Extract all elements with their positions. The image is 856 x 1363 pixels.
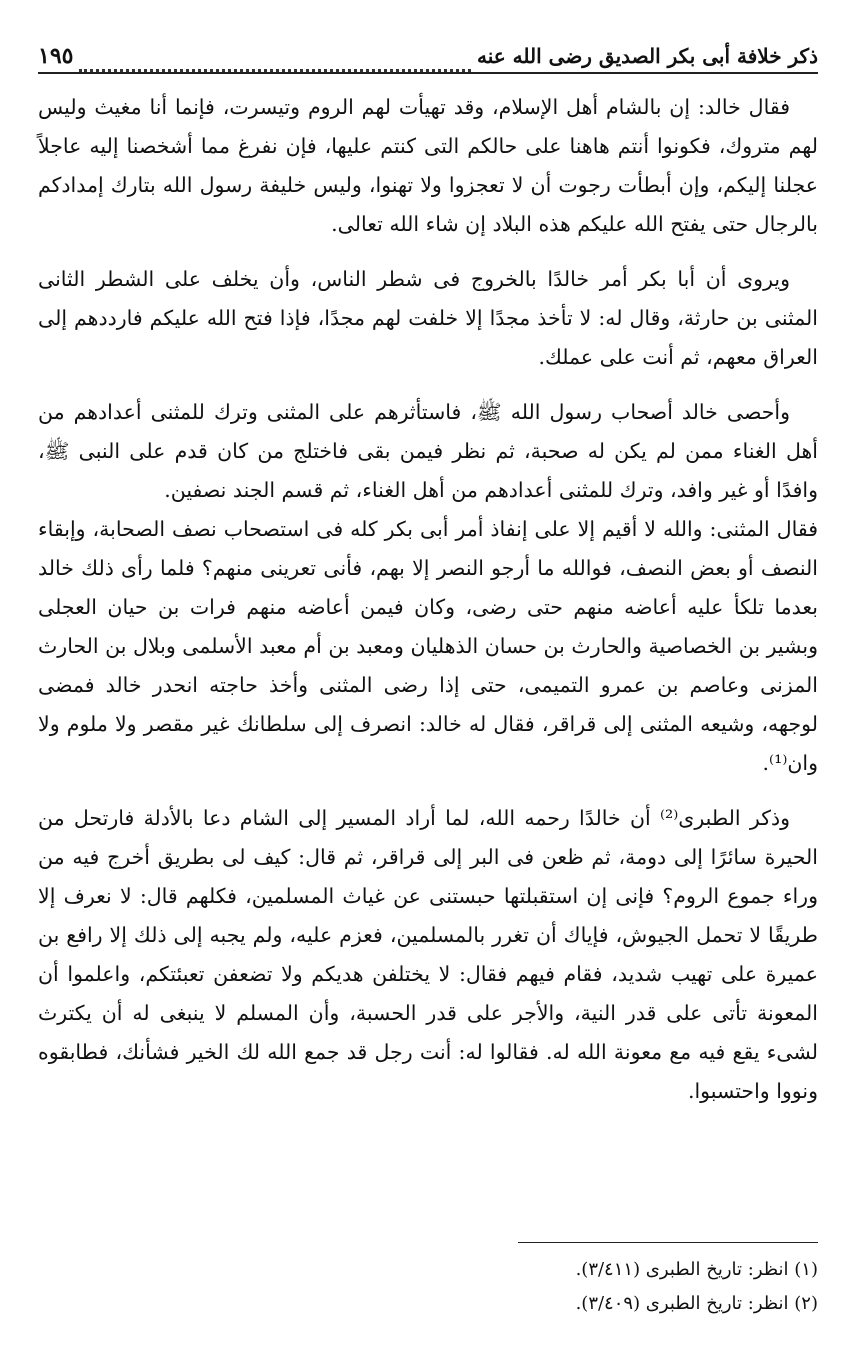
page-number: ١٩٥ [38,43,74,69]
paragraph: وأحصى خالد أصحاب رسول الله ﷺ، فاستأثرهم على المثنى وترك للمثنى أعدادهم من أهل الغناء ممن لم يكن له صحبة، ثم نظر فيمن بقى فاختلج من كان قدم على النبى ﷺ، وافدًا أو غير وافد، وترك للمثنى أعدادهم من أهل الغناء، ثم قسم الجند نصفين. [38,400,818,502]
paragraph: فقال المثنى: والله لا أقيم إلا على إنفاذ أمر أبى بكر كله فى استصحاب نصف الصحابة، وإبقاء النصف أو بعض النصف، فوالله ما أرجو النصر إلا بهم، فأنى تعرينى منهم؟ فلما رأى ذلك خالد بعدما تلكأ عليه أعاضه منهم حتى رضى، وكان فيمن أعاضه منهم فرات بن حيان العجلى وبشير بن الخصاصية والحارث بن حسان الذهليان ومعبد بن أم معبد الأسلمى وبلال بن الحارث المزنى وعاصم بن عمرو التميمى، حتى إذا رضى المثنى وأخذ حاجته انحدر خالد فمضى لوجهه، وشيعه المثنى إلى قراقر، فقال له خالد: انصرف إلى سلطانك غير مقصر ولا ملوم ولا وان⁽¹⁾. [38,517,818,775]
paragraph: وذكر الطبرى⁽²⁾ أن خالدًا رحمه الله، لما أراد المسير إلى الشام دعا بالأدلة فارتحل من الحيرة سائرًا إلى دومة، ثم ظعن فى البر إلى قراقر، ثم قال: كيف لى بطريق أخرج فيه من وراء جموع الروم؟ فإنى إن استقبلتها حبستنى عن غياث المسلمين، فكلهم قال: لا نعرف إلا طريقًا لا تحمل الجيوش، فإياك أن تغرر بالمسلمين، فعزم عليه، ولم يجبه إلى ذلك إلا رافع بن عميرة على تهيب شديد، فقام فيهم فقال: لا يختلفن هديكم ولا تضعفن تعبئتكم، واعلموا أن المعونة تأتى على قدر النية، والأجر على قدر الحسبة، وأن المسلم لا ينبغى له أن يكترث لشىء يقع فيه مع معونة الله له. فقالوا له: أنت رجل قد جمع الله لك الخير فشأنك، فطابقوه ونووا واحتسبوا. [38,806,818,1103]
footnote: (٢) انظر: تاريخ الطبرى (٣/٤٠٩). [575,1293,818,1314]
paragraph: فقال خالد: إن بالشام أهل الإسلام، وقد تهيأت لهم الروم وتيسرت، فإنما أنا مغيث وليس لهم متروك، فكونوا أنتم هاهنا على حالكم التى كنتم عليها، فإن نفرغ مما أشخصنا إليه عاجلاً عجلنا إليكم، وإن أبطأت رجوت أن لا تعجزوا ولا تهنوا، وليس خليفة رسول الله بتارك إمدادكم بالرجال حتى يفتح الله عليكم هذه البلاد إن شاء الله تعالى. [38,95,818,236]
footnote-separator [518,1242,818,1243]
page-body [38,88,818,1111]
footnotes [38,1242,818,1321]
paragraph: ويروى أن أبا بكر أمر خالدًا بالخروج فى شطر الناس، وأن يخلف على الشطر الثانى المثنى بن حارثة، وقال له: لا تأخذ مجدًا إلا خلفت لهم مجدًا، فإذا فتح الله عليكم فارددهم إلى العراق معهم، ثم أنت على عملك. [38,267,818,369]
running-header-title: ذكر خلافة أبى بكر الصديق رضى الله عنه [477,44,818,68]
running-header [38,36,818,74]
header-dot-leader [79,51,471,72]
footnote: (١) انظر: تاريخ الطبرى (٣/٤١١). [575,1259,818,1280]
